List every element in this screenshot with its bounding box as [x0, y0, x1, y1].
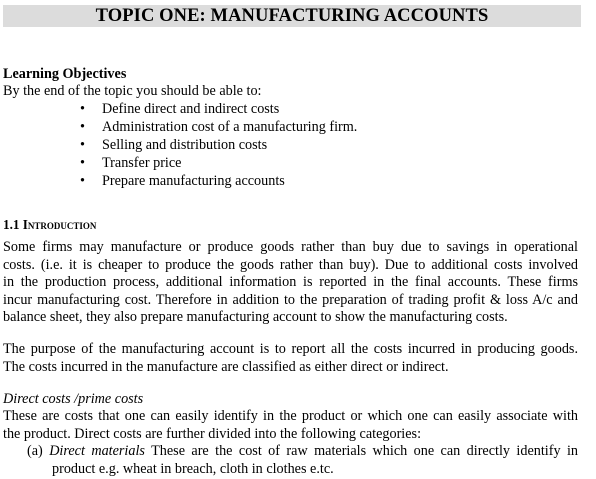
objective-text: Transfer price	[102, 155, 182, 171]
section-title: Introduction	[22, 217, 97, 232]
objective-item	[0, 137, 357, 155]
objective-item	[0, 155, 357, 173]
paragraph-line: the product. Direct costs are further divided into the following categories:	[3, 425, 422, 442]
bullet-icon: •	[80, 137, 85, 153]
objectives-list	[0, 101, 357, 191]
learning-objectives-intro: By the end of the topic you should be able to:	[3, 83, 262, 99]
learning-objectives-heading: Learning Objectives	[3, 66, 127, 82]
intro-paragraph	[3, 239, 578, 327]
section-heading	[3, 216, 96, 234]
objective-text: Prepare manufacturing accounts	[102, 173, 285, 189]
direct-materials-item	[27, 443, 578, 478]
objective-text: Selling and distribution costs	[102, 137, 268, 153]
paragraph-line: The purpose of the manufacturing account is to report all the costs incurred in producing goods.	[3, 341, 578, 357]
page-title: TOPIC ONE: MANUFACTURING ACCOUNTS	[95, 6, 489, 26]
paragraph-line: incur manufacturing cost. Therefore in addition to the preparation of trading profit & loss A/c and	[3, 291, 578, 308]
bullet-icon: •	[80, 173, 85, 189]
paragraph-line: Some firms may manufacture or produce goods rather than buy due to savings in operational	[3, 239, 578, 255]
paragraph-line: balance sheet, they also prepare manufacturing account to show the manufacturing costs.	[3, 309, 508, 325]
paragraph-line: These are costs that one can easily identify in the product or which one can easily associate with	[3, 408, 578, 424]
objective-text: Define direct and indirect costs	[102, 101, 280, 117]
bullet-icon: •	[80, 119, 85, 135]
paragraph-line: costs. (i.e. it is cheaper to produce the goods rather than buy). Due to additional costs involved	[3, 256, 578, 273]
sub-item-term: Direct materials	[49, 443, 145, 459]
objective-item	[0, 119, 357, 137]
sub-item-first-line	[27, 443, 578, 461]
direct-costs-paragraph	[3, 408, 578, 443]
sub-item-text: These are the cost of raw materials which one can directly identify in	[151, 443, 579, 459]
paragraph-line: in the production process, additional information is reported in the final accounts. These firms	[3, 274, 578, 290]
title-banner	[3, 5, 581, 27]
purpose-paragraph	[3, 341, 578, 376]
sub-item-continuation: product e.g. wheat in breach, cloth in clothes e.tc.	[52, 460, 334, 477]
bullet-icon: •	[80, 101, 85, 117]
objective-item	[0, 101, 357, 119]
objective-text: Administration cost of a manufacturing firm.	[102, 119, 358, 135]
sub-item-marker: (a)	[27, 443, 43, 459]
bullet-icon: •	[80, 155, 85, 171]
direct-costs-heading: Direct costs /prime costs	[3, 391, 144, 407]
section-number: 1.1	[3, 217, 20, 232]
objective-item	[0, 173, 357, 191]
paragraph-line: The costs incurred in the manufacture are classified as either direct or indirect.	[3, 358, 449, 375]
